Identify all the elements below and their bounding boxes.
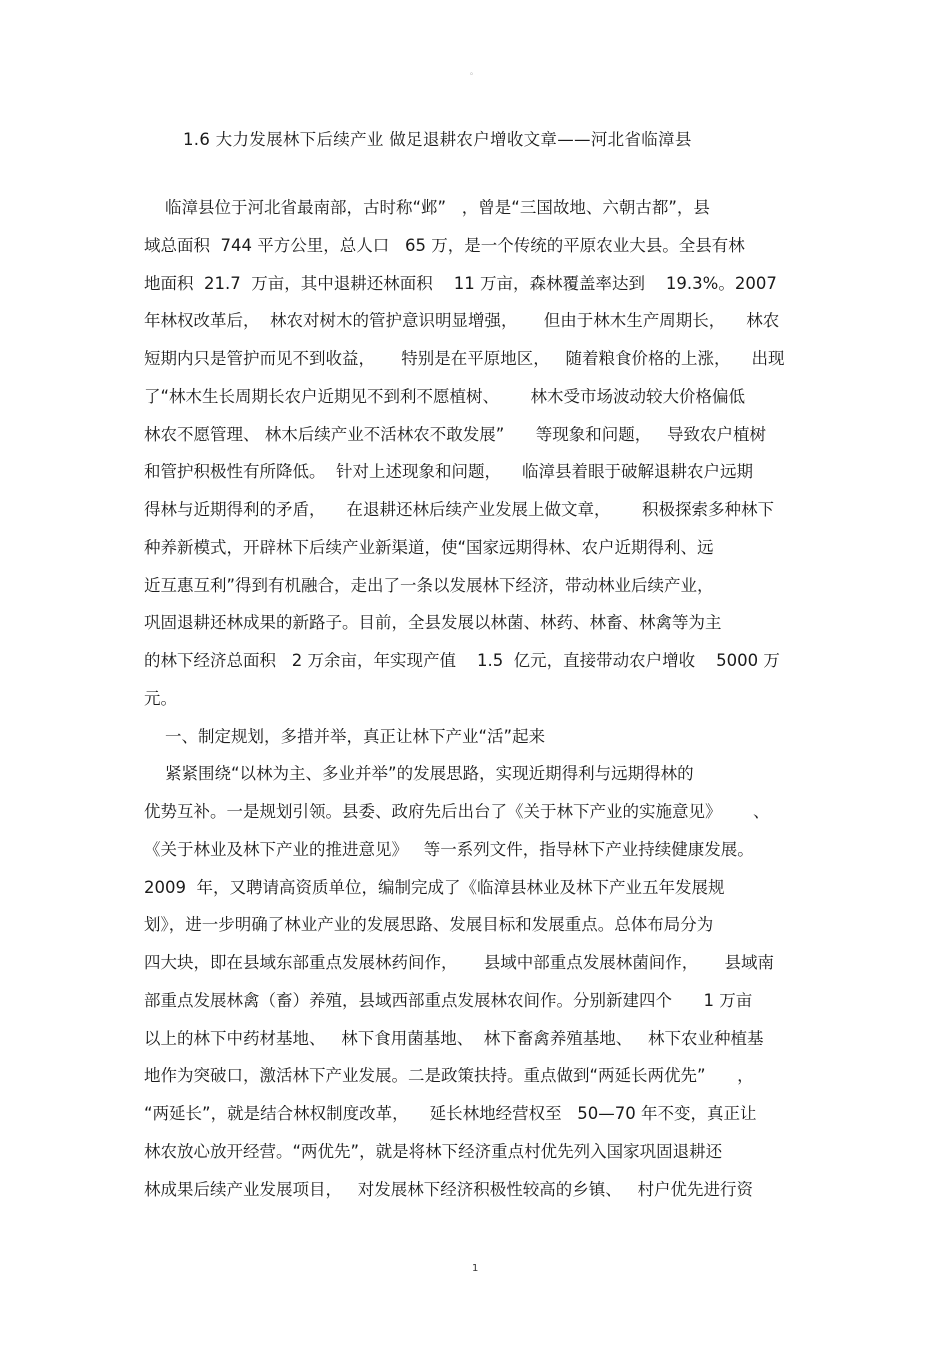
body-line: 得林与近期得利的矛盾， 在退耕还林后续产业发展上做文章， 积极探索多种林下: [144, 500, 774, 519]
body-line: “两延长”，就是结合林权制度改革， 延长林地经营权至 50—70 年不变，真正让: [144, 1104, 757, 1123]
body-line: 种养新模式，开辟林下后续产业新渠道，使“国家远期得林、农户近期得利、远: [144, 537, 714, 557]
page-title: 1.6 大力发展林下后续产业 做足退耕农户增收文章——河北省临漳县: [183, 130, 692, 149]
body-line: 一、制定规划，多措并举，真正让林下产业“活”起来: [144, 726, 546, 746]
body-line: 年林权改革后， 林农对树木的管护意识明显增强， 但由于林木生产周期长， 林农: [144, 311, 780, 331]
body-line: 《关于林业及林下产业的推进意见》 等一系列文件，指导林下产业持续健康发展。: [144, 839, 754, 859]
body-line: 和管护积极性有所降低。 针对上述现象和问题， 临漳县着眼于破解退耕农户远期: [144, 462, 753, 482]
body-line: 林成果后续产业发展项目， 对发展林下经济积极性较高的乡镇、 村户优先进行资: [144, 1179, 753, 1199]
body-line: 划》，进一步明确了林业产业的发展思路、发展目标和发展重点。总体布局分为: [144, 915, 714, 935]
top-mark: 。: [470, 67, 478, 76]
body-line: 林农不愿管理、 林木后续产业不活林农不敢发展” 等现象和问题， 导致农户植树: [144, 424, 766, 444]
body-line: 近互惠互利”得到有机融合，走出了一条以发展林下经济，带动林业后续产业，: [144, 575, 714, 595]
body-line: 四大块，即在县域东部重点发展林药间作， 县域中部重点发展林菌间作， 县域南: [144, 953, 774, 972]
body-line: 了“林木生长周期长农户近期见不到利不愿植树、 林木受市场波动较大价格偏低: [144, 386, 746, 406]
body-line: 短期内只是管护而见不到收益， 特别是在平原地区， 随着粮食价格的上涨， 出现: [144, 349, 785, 368]
body-line: 地面积 21.7 万亩，其中退耕还林面积 11 万亩，森林覆盖率达到 19.3%。2007: [144, 273, 777, 293]
body-line: 林农放心放开经营。“两优先”，就是将林下经济重点村优先列入国家巩固退耕还: [144, 1141, 723, 1161]
body-line: 临漳县位于河北省最南部，古时称“邺” ，曾是“三国故地、六朝古都”，县: [144, 198, 710, 217]
body-line: 域总面积 744 平方公里，总人口 65 万，是一个传统的平原农业大县。全县有林: [144, 235, 745, 255]
body-line: 地作为突破口，激活林下产业发展。二是政策扶持。重点做到“两延长两优先” ，: [144, 1066, 754, 1086]
body-line: 部重点发展林禽（畜）养殖，县域西部重点发展林农间作。分别新建四个 1 万亩: [144, 990, 753, 1010]
body-line: 以上的林下中药材基地、 林下食用菌基地、 林下畜禽养殖基地、 林下农业种植基: [144, 1028, 764, 1048]
body-line: 优势互补。一是规划引领。县委、政府先后出台了《关于林下产业的实施意见》 、: [144, 802, 770, 821]
body-line: 元。: [144, 688, 177, 708]
body-line: 的林下经济总面积 2 万余亩，年实现产值 1.5 亿元，直接带动农户增收 5000 万: [144, 651, 780, 670]
body-line: 2009 年，又聘请高资质单位，编制完成了《临漳县林业及林下产业五年发展规: [144, 877, 725, 897]
body-line: 巩固退耕还林成果的新路子。目前，全县发展以林菌、林药、林畜、林禽等为主: [144, 613, 722, 633]
body-line: 紧紧围绕“以林为主、多业并举”的发展思路，实现近期得利与远期得林的: [144, 764, 694, 784]
page-number: 1: [472, 1263, 479, 1274]
